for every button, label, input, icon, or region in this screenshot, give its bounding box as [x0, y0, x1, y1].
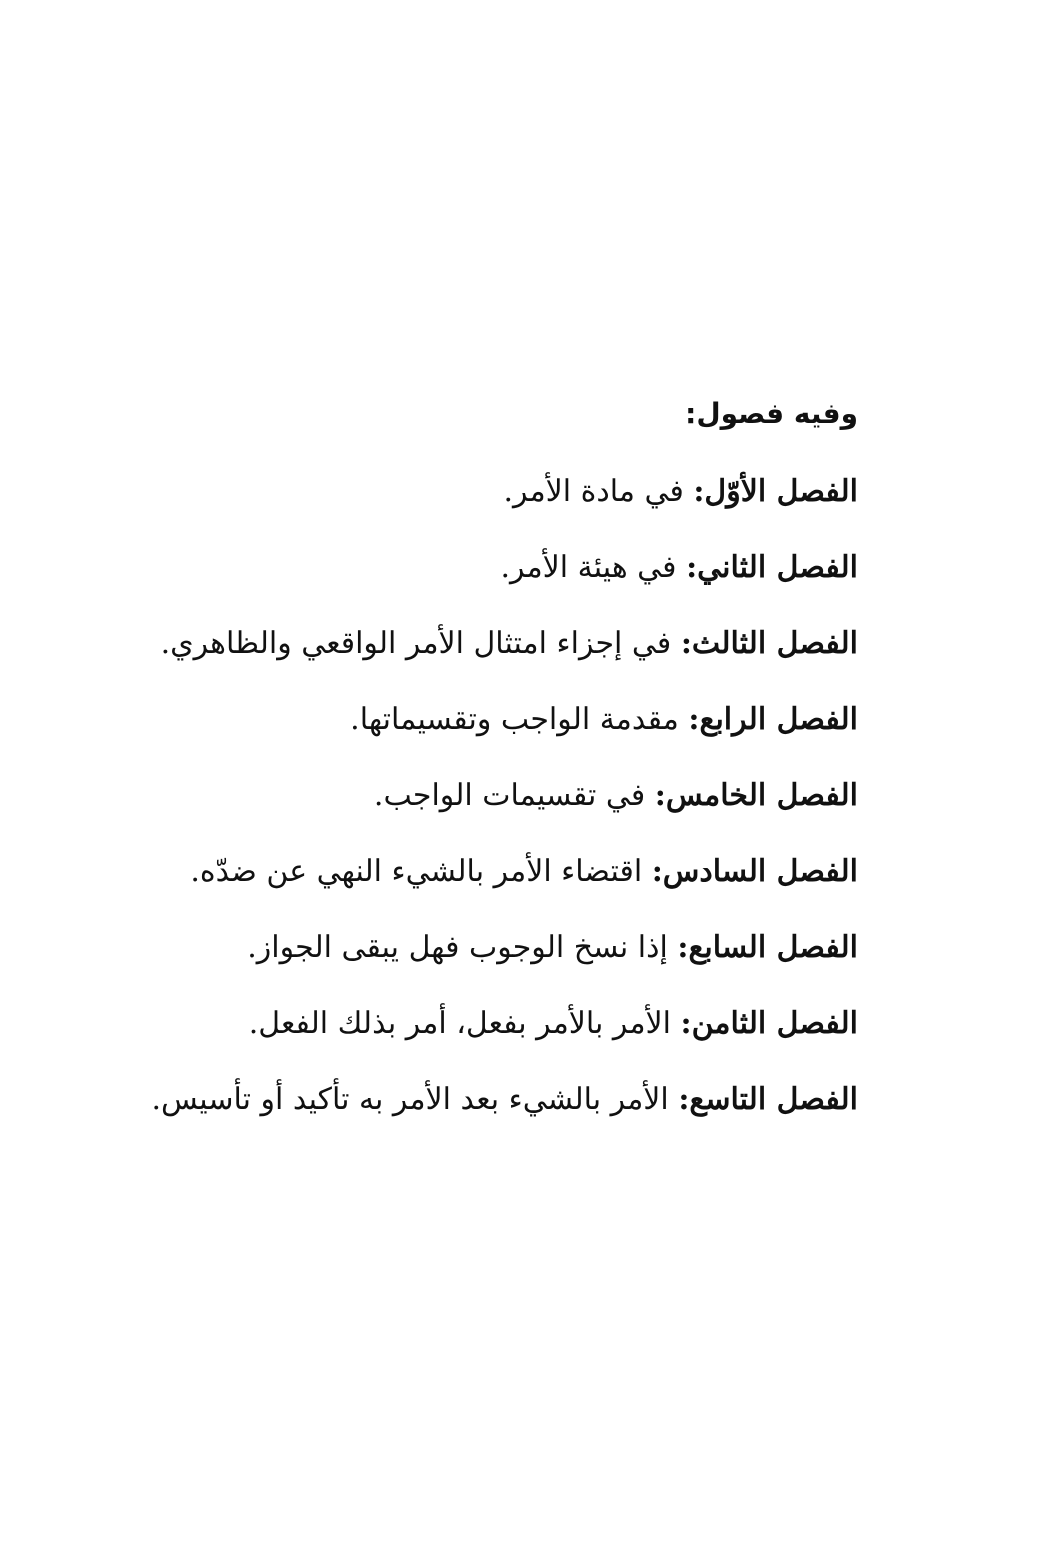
chapter-title: في تقسيمات الواجب.: [373, 778, 646, 813]
chapter-title: الأمر بالشيء بعد الأمر به تأكيد أو تأسيس.: [151, 1082, 669, 1117]
chapter-label: الفصل الرابع:: [688, 702, 858, 737]
chapter-title: في مادة الأمر.: [503, 474, 684, 509]
chapter-title: في هيئة الأمر.: [500, 550, 677, 585]
chapter-label: الفصل السابع:: [677, 930, 858, 965]
chapter-item-5: [138, 774, 858, 818]
chapter-overview: [138, 392, 858, 1154]
chapter-item-3: [138, 622, 858, 666]
chapter-item-8: [138, 1002, 858, 1046]
chapter-title: في إجزاء امتثال الأمر الواقعي والظاهري.: [160, 626, 672, 661]
section-heading: وفيه فصول:: [685, 397, 858, 430]
chapter-item-4: [138, 698, 858, 742]
chapter-title: اقتضاء الأمر بالشيء النهي عن ضدّه.: [190, 854, 643, 889]
chapter-item-2: [138, 546, 858, 590]
chapter-label: الفصل السادس:: [651, 854, 858, 889]
chapter-title: الأمر بالأمر بفعل، أمر بذلك الفعل.: [248, 1006, 671, 1041]
chapter-title: إذا نسخ الوجوب فهل يبقى الجواز.: [247, 930, 668, 965]
chapter-label: الفصل الثاني:: [686, 550, 858, 585]
chapter-item-1: [138, 470, 858, 514]
chapter-label: الفصل الأوّل:: [693, 474, 858, 509]
chapter-title: مقدمة الواجب وتقسيماتها.: [350, 702, 679, 737]
chapter-label: الفصل الثامن:: [680, 1006, 858, 1041]
chapter-item-6: [138, 850, 858, 894]
chapter-list: [138, 470, 858, 1122]
chapter-item-7: [138, 926, 858, 970]
chapter-item-9: [138, 1078, 858, 1122]
chapter-label: الفصل الثالث:: [680, 626, 858, 661]
chapter-label: الفصل التاسع:: [678, 1082, 858, 1117]
chapter-label: الفصل الخامس:: [654, 778, 858, 813]
